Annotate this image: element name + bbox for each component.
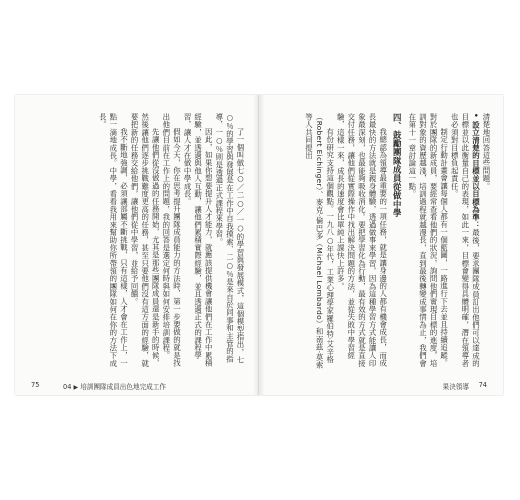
chapter-number: 04 — [63, 383, 72, 391]
left-page — [15, 95, 259, 395]
left-paragraph-5: 我不斷地強調，必須讓部屬不斷挑戰，只有這樣，人才會在工作上，一點一滴地成長。中學，看看我用來幫助你所帶領的團隊如何在你的方法下成長。 — [98, 113, 129, 368]
left-paragraph-2: 因此，如果你想要提升人才能力，就應該提供機會讓他們在工作中累積經驗，並透過與他人互動，讓他們累積實際經驗，並且透過正式的課程學習，讓人才在做中學成長。 — [183, 113, 214, 367]
left-paragraph-1: 了一個叫做七○／二○／一○的學習與發展模式，這個模型指出，七○％的學習與發展是在工作中自我摸索、二○％是來自於同事和主管的指導，一○％則是透過正式課程來學習。 — [214, 113, 245, 364]
right-page-body — [281, 113, 491, 371]
right-paragraph-2: • 設立清楚的目標並以目標為準：最後，要求團隊成員訂出他們可以達成的目標並以此衡量自己的表現，如此一來，目標會變得具體明確，潛在領導者也必須對目標負起責任。 — [450, 113, 481, 368]
right-running-head: 果決領導 — [442, 383, 469, 391]
section-paragraph-1: 我總認為領導最重要的一項任務，就是讓身邊的人都有機會成長，而成長最快的方法就是親身體驗，透過做事來學習，因為這種學習方式能讓人印象最深刻，也最能夠吸收消化。要把學習化為行動，最有效的方式就是直接交付任務，讓他們從實際操作中找出解決問題的方法，並從失敗中學習經驗，這樣一來，成長的速度會比單純上課快上許多。 — [336, 113, 388, 368]
left-page-number: 75 — [31, 381, 40, 389]
chapter-title: 培訓團隊成員出色地完成工作 — [80, 383, 166, 391]
left-paragraph-4: 先讓他們從沒做過的任務開始，尤其是那些團隊成員還是新手的時候，然後讓他們逐步挑戰難度更高的任務，甚至只要他們沒有這方面的經驗，就要把新的任務交給他們，讓他們從中學習，並給予回饋。 — [130, 113, 161, 368]
left-paragraph-3: 假如今天，你在思考提升團隊成員能力的方法時，第一步要做的就是找出他們目前在工作上的問題，我的回答是選定何時與如何安排培訓課程。 — [161, 113, 182, 367]
arrow-icon: ▶ — [73, 384, 79, 391]
section-heading: 四、鼓勵團隊成員從做中學 — [392, 113, 403, 218]
book-spread — [15, 95, 503, 395]
right-page — [259, 95, 503, 395]
right-paragraph-1: 清楚地回答這些問題。 — [482, 113, 491, 190]
right-paragraph-3: 制定行動計畫會讓每個人都有一個藍圖，一路進行下去並且持續追蹤。對於團隊的新成員，要經常查看他們的狀況，詢問他們實現目標的進度，培訓對象的資歷越淺，培訓過程就越漫長，直到最後轉變成事情為止，我們會在第十一章討論這一點。 — [407, 113, 449, 368]
left-page-body — [39, 113, 245, 371]
bullet-icon: • — [471, 113, 481, 121]
bullet-heading: 設立清楚的目標並以目標為準： — [471, 120, 481, 229]
left-running-head — [63, 381, 166, 391]
book-gutter — [253, 95, 265, 395]
right-page-number: 74 — [478, 381, 487, 389]
section-paragraph-2: 有份研究支持這個觀點。一九八○年代，工業心理學家羅伯特·艾辛格（Robert Eichinger）、麥克·倫巴多（Michael Lombardo）和南茲·莫索等人共同提出 — [304, 113, 335, 369]
